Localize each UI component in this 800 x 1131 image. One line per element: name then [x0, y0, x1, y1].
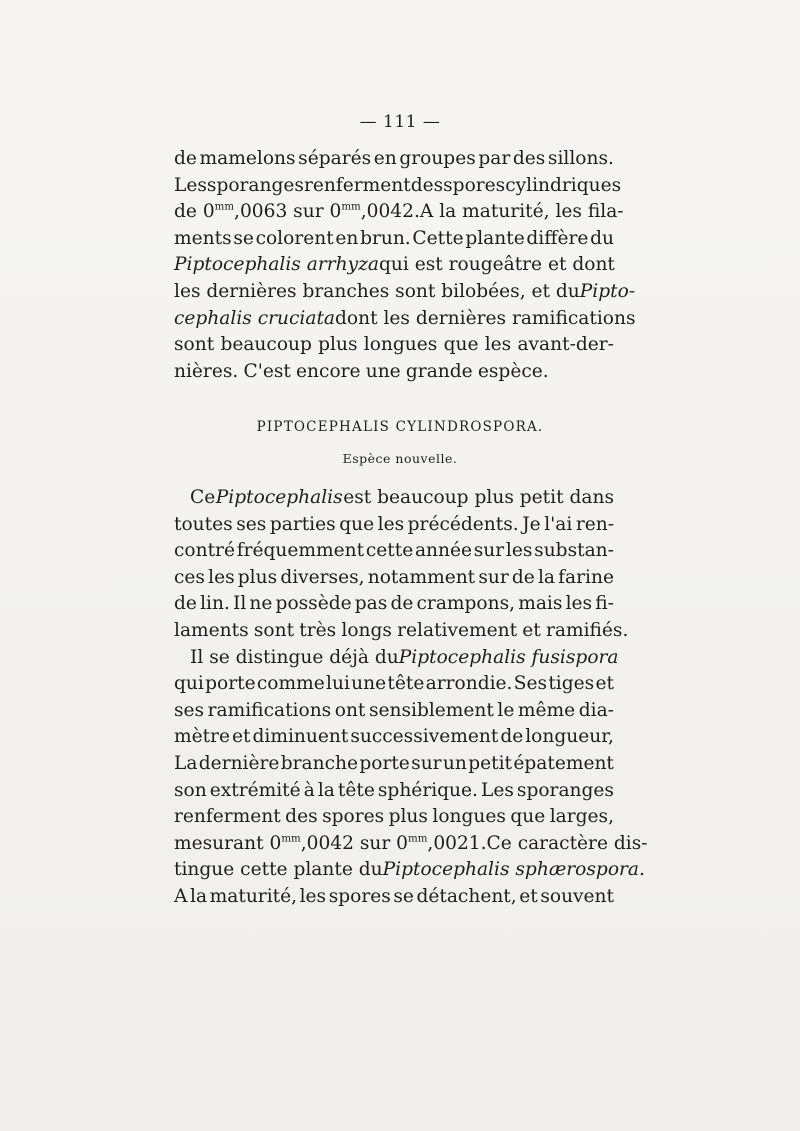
word: ments [174, 227, 232, 249]
word: dia- [578, 699, 614, 721]
word: La [174, 752, 198, 774]
word: l'ai [544, 513, 573, 535]
page-number: — 111 — [359, 112, 441, 132]
word: plus [388, 806, 428, 828]
word: cette [365, 540, 414, 562]
word: renferment [174, 806, 281, 828]
word: et [519, 885, 538, 907]
line-text: les dernières branches sont bilobées, et du [174, 280, 580, 302]
word: arrondie. [425, 673, 513, 695]
word: nières. [174, 360, 239, 382]
text-line [174, 857, 645, 884]
word: à [303, 779, 315, 801]
word: de [500, 726, 524, 748]
line-text: tingue cette plante du [174, 859, 383, 881]
word: Ses [513, 673, 548, 695]
line-text: qui est rougeâtre et dont [378, 254, 615, 276]
word: du [590, 227, 614, 249]
word: précédents. [407, 513, 519, 535]
word: extrémité [209, 779, 301, 801]
word: et [232, 726, 251, 748]
section-subheading: Espèce nouvelle. [342, 451, 458, 466]
word: spores [443, 174, 506, 196]
word: plante [465, 227, 525, 249]
word: cylindriques [505, 174, 622, 196]
word: comme [256, 673, 325, 695]
word: Il [232, 593, 247, 615]
word: son [174, 779, 207, 801]
word: que [510, 806, 546, 828]
word: ramifiés. [545, 619, 629, 641]
word: ne [249, 593, 273, 615]
word: colorent [255, 227, 334, 249]
species-name: Piptocephalis fusispora [398, 646, 619, 668]
word: branche [280, 752, 358, 774]
section-heading: PIPTOCEPHALIS CYLINDROSPORA. [256, 419, 544, 435]
word: encore [296, 360, 361, 382]
word: grande [405, 360, 473, 382]
word: et [522, 619, 541, 641]
word: longs [341, 619, 392, 641]
word: une [365, 360, 401, 382]
word: la [537, 566, 556, 588]
word: sont [174, 334, 215, 356]
word: tête [387, 673, 425, 695]
text-line [174, 778, 614, 805]
word: Les [174, 174, 207, 196]
word: se [233, 227, 254, 249]
word: espèce. [477, 360, 549, 382]
word: lin. [200, 593, 230, 615]
word: relativement [397, 619, 518, 641]
paragraph-2-3 [174, 485, 648, 911]
word: de [174, 148, 197, 169]
word: les [377, 513, 405, 535]
word: porte [205, 673, 256, 695]
word: sphérique. [377, 779, 478, 801]
paragraph-1 [174, 146, 636, 385]
text-line [174, 804, 614, 831]
line-text: Ce [190, 487, 216, 508]
word: sensiblement [368, 699, 494, 721]
word: renferment [303, 174, 411, 196]
word: A [174, 885, 188, 907]
word: spores [328, 885, 391, 907]
word: les [299, 885, 327, 907]
word: ont [334, 699, 366, 721]
word: le [497, 699, 515, 721]
word: un [442, 752, 467, 774]
text-line [174, 751, 614, 778]
text-line [174, 698, 614, 725]
text-line [174, 831, 648, 858]
species-name: Piptocephalis arrhyza [174, 254, 379, 276]
text-line [174, 306, 636, 333]
word: une [351, 673, 387, 695]
word: larges, [549, 806, 614, 828]
text-line [174, 538, 614, 565]
word: contré [174, 540, 235, 562]
word: groupes [399, 148, 476, 169]
word: que [339, 513, 375, 535]
word: sont [253, 619, 295, 641]
word: longueur, [525, 726, 614, 748]
text-line [174, 146, 614, 173]
line-text: Il se distingue déjà du [190, 646, 399, 668]
word: ses [236, 513, 267, 535]
word: brun. [360, 227, 411, 249]
word: porte [359, 752, 410, 774]
word: mais [518, 593, 563, 615]
word: avant-der- [517, 334, 614, 356]
word: qui [174, 673, 204, 695]
word: se [393, 885, 414, 907]
text-line [174, 279, 636, 306]
word: la [190, 885, 208, 907]
word: tiges [548, 673, 595, 695]
word: tête [337, 779, 375, 801]
word: mètre [174, 726, 230, 748]
word: sporanges [516, 779, 614, 801]
word: lui [326, 673, 350, 695]
text-line [174, 173, 622, 200]
text-line [174, 884, 614, 911]
species-name: cephalis cruciata [174, 307, 336, 329]
text-line [174, 485, 614, 512]
word: année [414, 540, 472, 562]
word: pas [354, 593, 388, 615]
word: laments [174, 619, 249, 641]
word: ren- [575, 513, 614, 535]
text-line [174, 332, 614, 359]
text-line [174, 618, 629, 645]
word: dernière [198, 752, 280, 774]
text-line [174, 226, 614, 253]
word: détachent, [416, 885, 517, 907]
word: diverses, [280, 566, 365, 588]
word: Les [480, 779, 514, 801]
word: longues [432, 806, 506, 828]
species-name: Piptocephalis [215, 487, 343, 508]
word: possède [275, 593, 352, 615]
text-line [174, 512, 614, 539]
word: les [505, 540, 533, 562]
word: fi- [595, 593, 614, 615]
line-text: Ce caractère dis- [486, 832, 648, 854]
word: Je [522, 513, 541, 535]
text-line [174, 724, 614, 751]
word: fréquemment [236, 540, 365, 562]
word: diminuent [252, 726, 349, 748]
word: mamelons [199, 148, 296, 169]
word: sur [478, 566, 509, 588]
word: souvent [540, 885, 614, 907]
measurement: de $0^{mm},0063$ sur $0^{mm},0042$. [174, 201, 420, 223]
word: spores [322, 806, 385, 828]
word: en [335, 227, 359, 249]
word: substan- [534, 540, 614, 562]
word: ramifications [207, 699, 332, 721]
text-line [174, 671, 614, 698]
text-line [174, 591, 614, 618]
word: des [410, 174, 444, 196]
word: diffère [526, 227, 589, 249]
word: les [208, 566, 235, 588]
word: même [517, 699, 576, 721]
word: sur [473, 540, 505, 562]
word: sillons. [547, 148, 614, 169]
word: de [511, 566, 535, 588]
word: petit [468, 752, 513, 774]
word: sur [411, 752, 442, 774]
word: les [565, 593, 593, 615]
word: très [299, 619, 337, 641]
word: ses [174, 699, 205, 721]
species-name: Pipto- [579, 280, 636, 302]
word: toutes [174, 513, 233, 535]
word: de [174, 593, 197, 615]
word: des [512, 148, 546, 169]
text-line [174, 199, 624, 226]
word: sporanges [206, 174, 304, 196]
word: maturité, [209, 885, 298, 907]
text-line [174, 252, 614, 279]
word: et [595, 673, 614, 695]
word: en [373, 148, 397, 169]
text-line [174, 565, 614, 592]
word: longues [363, 334, 438, 356]
word: plus [237, 566, 278, 588]
line-text: A la maturité, les fila- [419, 201, 624, 223]
text-line [174, 645, 619, 672]
word: plus [318, 334, 358, 356]
word: farine [558, 566, 614, 588]
word: parties [269, 513, 336, 535]
word: de [390, 593, 414, 615]
word: que [443, 334, 479, 356]
word: Cette [412, 227, 464, 249]
word: crampons, [416, 593, 516, 615]
word: notamment [367, 566, 476, 588]
line-text: dont les dernières ramifications [335, 307, 636, 329]
word: successivement [350, 726, 499, 748]
word: séparés [298, 148, 372, 169]
word: la [317, 779, 335, 801]
word: C'est [243, 360, 291, 382]
word: ces [174, 566, 205, 588]
word: par [478, 148, 511, 169]
word: épatement [513, 752, 614, 774]
word: des [285, 806, 318, 828]
word: beaucoup [220, 334, 312, 356]
measurement: mesurant $0^{mm},0042$ sur $0^{mm},0021$. [174, 832, 487, 854]
line-text: est beaucoup plus petit dans [343, 487, 614, 508]
word: les [484, 334, 512, 356]
species-name: Piptocephalis sphærospora. [382, 859, 645, 881]
text-line [174, 359, 614, 386]
